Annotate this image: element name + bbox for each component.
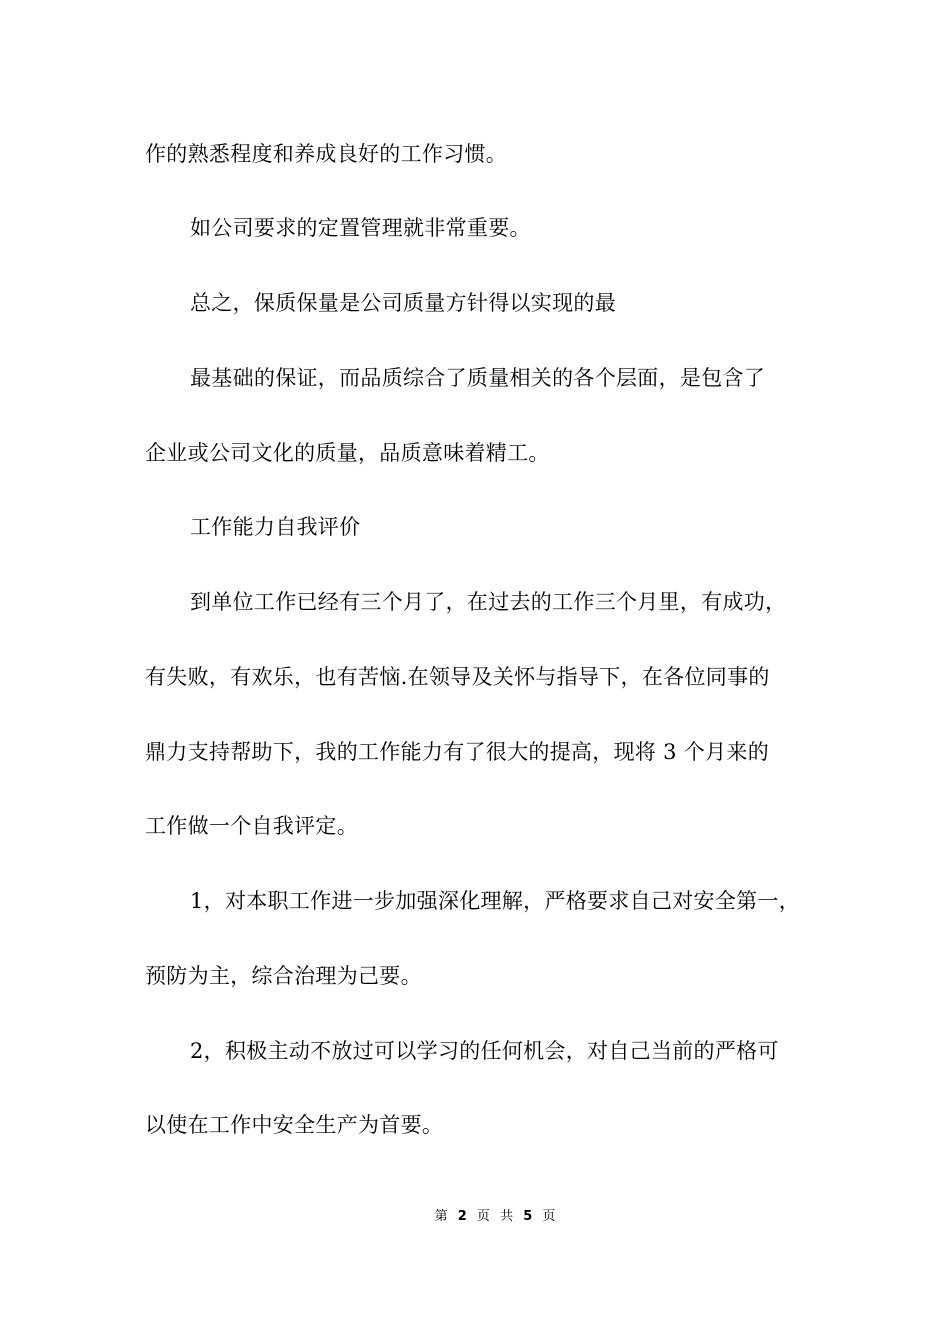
section-heading: 工作能力自我评价 [190, 515, 361, 539]
paragraph-line: 有失败，有欢乐，也有苦恼.在领导及关怀与指导下，在各位同事的 [145, 665, 770, 689]
footer-prefix: 第 [434, 1209, 448, 1224]
paragraph-line: 企业或公司文化的质量，品质意味着精工。 [145, 441, 550, 465]
paragraph-line: 2，积极主动不放过可以学习的任何机会，对自己当前的严格可 [190, 1039, 779, 1063]
paragraph-line: 最基础的保证，而品质综合了质量相关的各个层面，是包含了 [190, 366, 766, 390]
footer-page-word: 页 [476, 1209, 490, 1224]
paragraph-line: 工作做一个自我评定。 [145, 814, 358, 838]
total-pages-number: 5 [523, 1209, 533, 1224]
paragraph-line: 如公司要求的定置管理就非常重要。 [190, 216, 531, 240]
paragraph-line: 预防为主，综合治理为己要。 [145, 964, 422, 988]
paragraph-line: 到单位工作已经有三个月了，在过去的工作三个月里，有成功， [190, 590, 787, 614]
paragraph-line: 鼎力支持帮助下，我的工作能力有了很大的提高，现将 3 个月来的 [145, 740, 770, 764]
paragraph-line: 以使在工作中安全生产为首要。 [145, 1113, 444, 1137]
footer-total-word: 共 [500, 1209, 514, 1224]
page-footer [0, 1208, 950, 1226]
paragraph-line: 1，对本职工作进一步加强深化理解，严格要求自己对安全第一， [190, 889, 801, 913]
current-page-number: 2 [457, 1209, 467, 1224]
paragraph-line: 总之，保质保量是公司质量方针得以实现的最 [190, 291, 616, 315]
footer-page-word-end: 页 [542, 1209, 556, 1224]
paragraph-line: 作的熟悉程度和养成良好的工作习惯。 [145, 142, 508, 166]
